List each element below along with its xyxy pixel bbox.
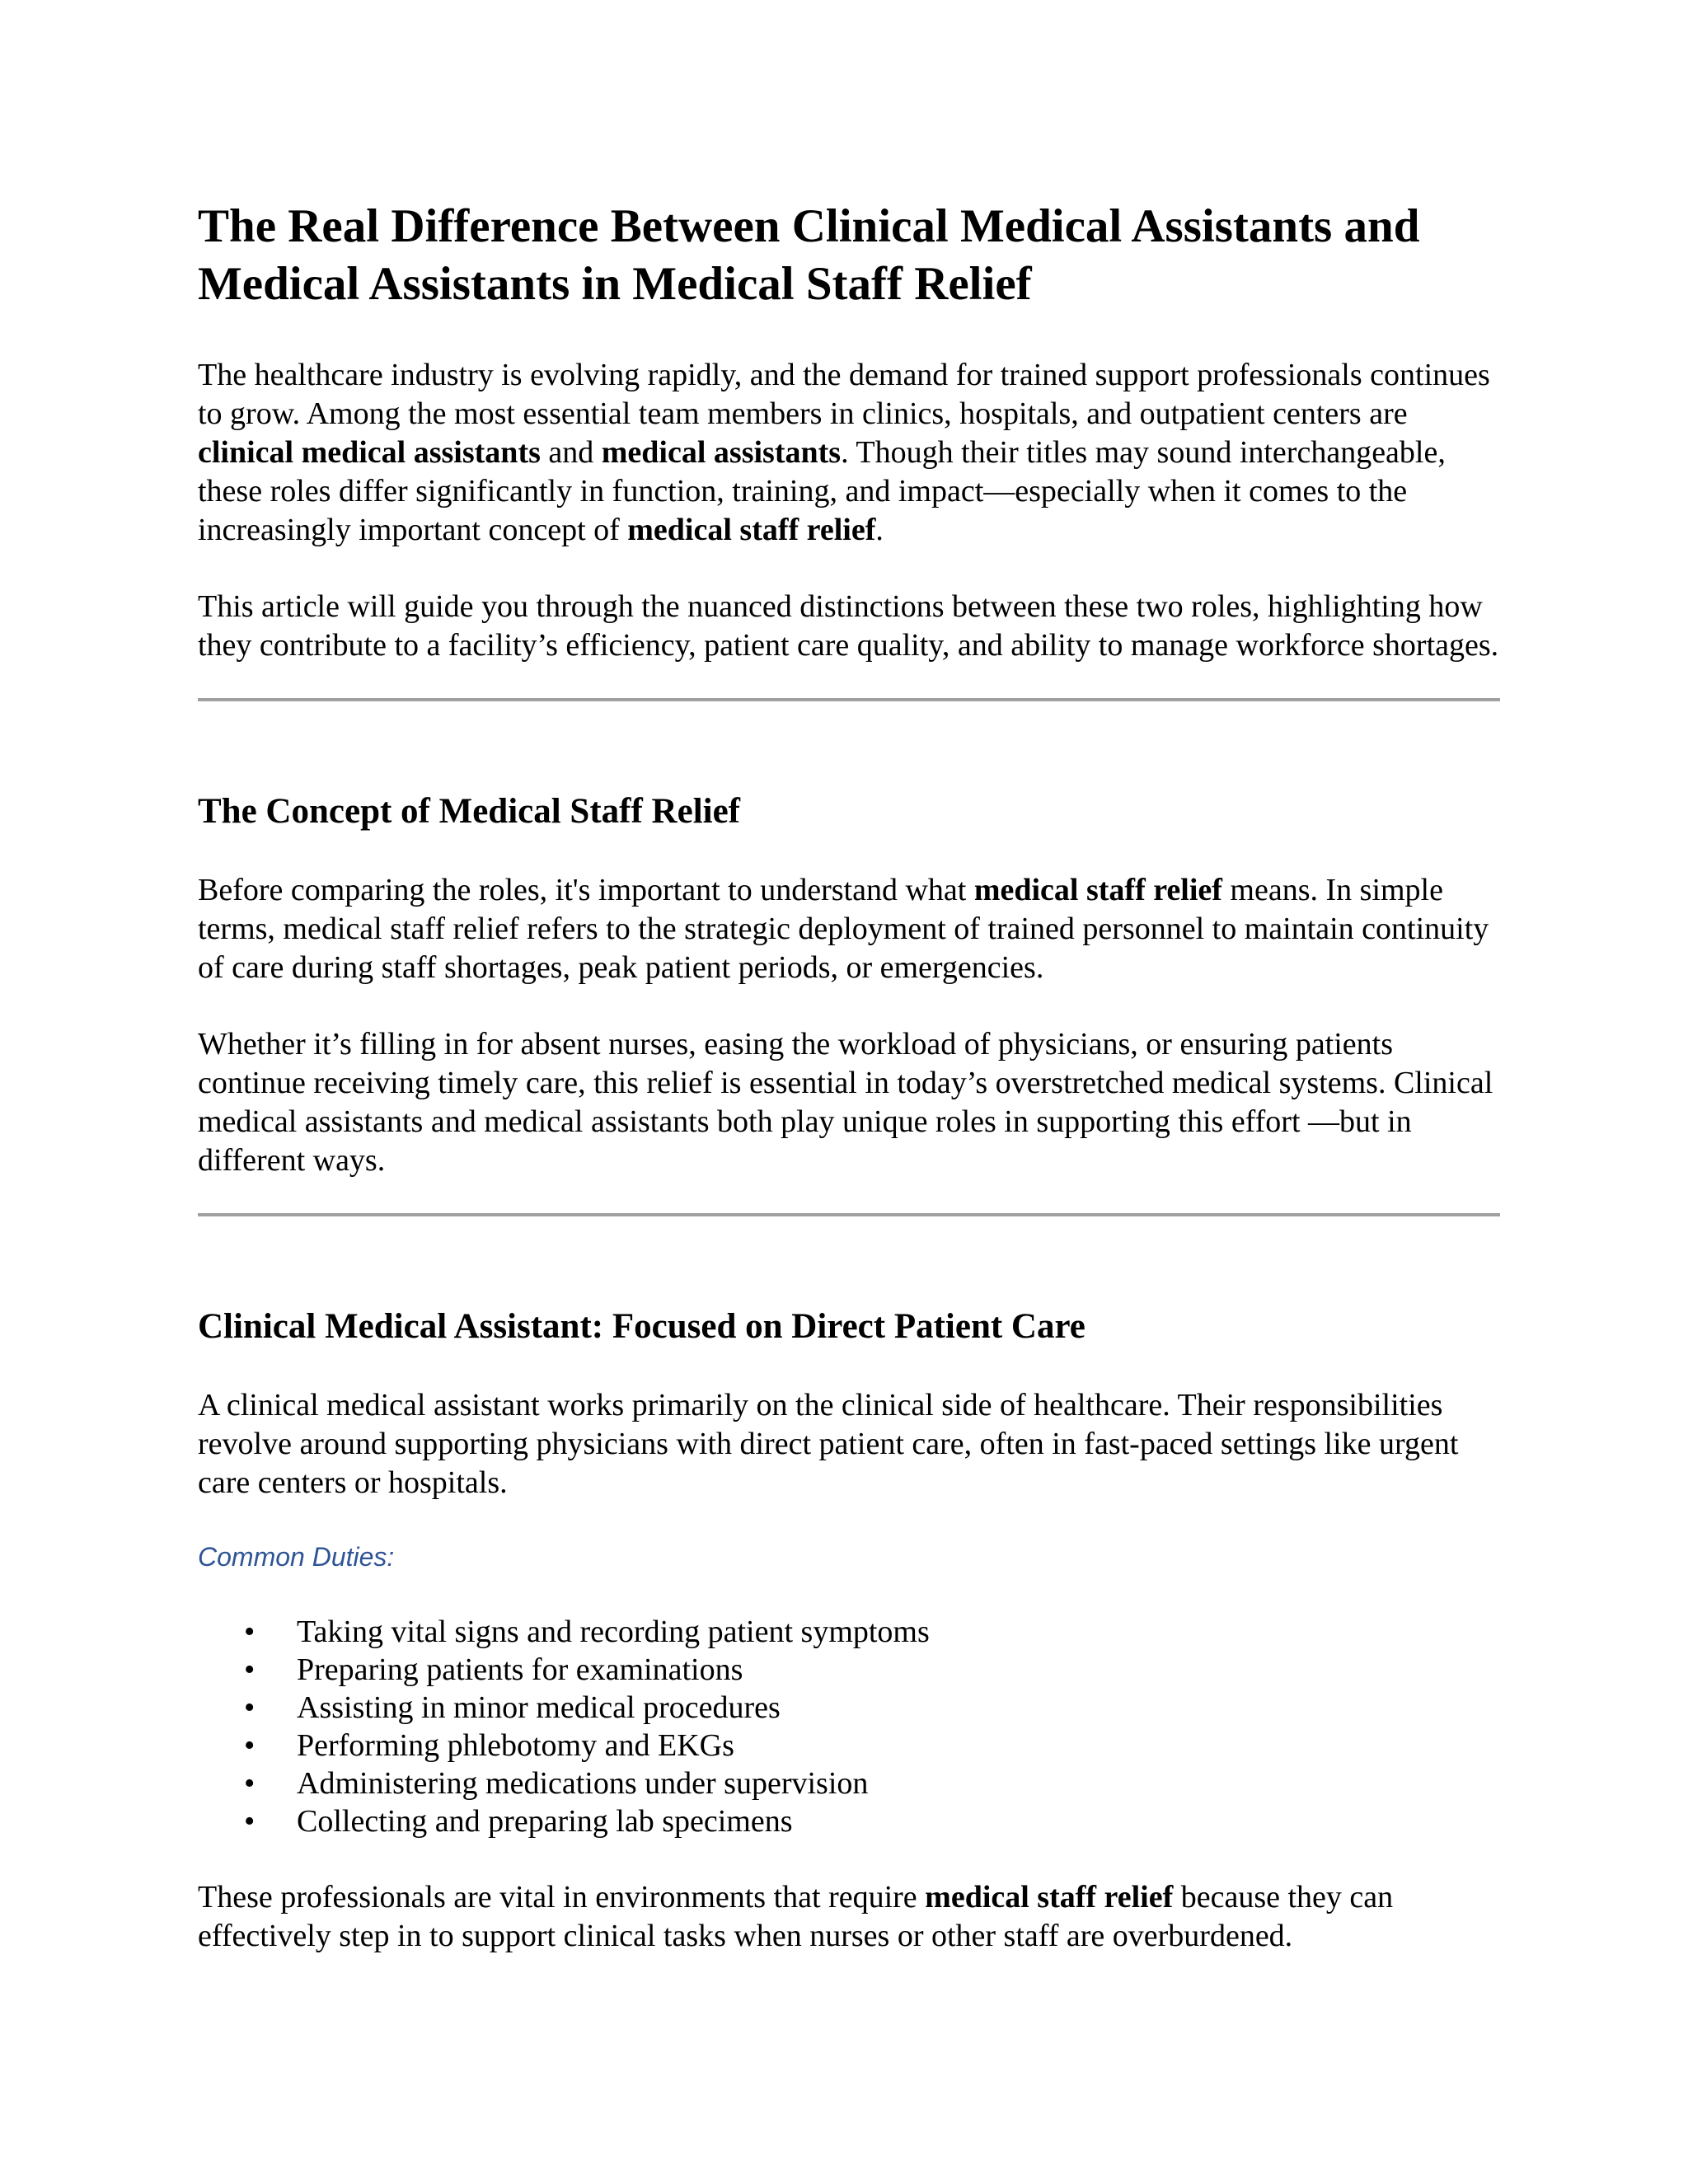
- clinical-ma-paragraph-1: A clinical medical assistant works primarily on the clinical side of healthcare. Their responsibilities revolve around supporting physicians with direct patient care, often in fast-paced settings like urgent care centers or hospitals.: [198, 1388, 1459, 1500]
- bullet-icon: •: [244, 1652, 256, 1687]
- list-item-text: Taking vital signs and recording patient symptoms: [297, 1615, 930, 1649]
- staff-relief-paragraph-1: [198, 871, 1500, 987]
- list-item-text: Assisting in minor medical procedures: [297, 1690, 781, 1725]
- list-item-text: Collecting and preparing lab specimens: [297, 1804, 793, 1839]
- list-item-text: Performing phlebotomy and EKGs: [297, 1728, 734, 1763]
- bullet-icon: •: [244, 1804, 256, 1839]
- text-run: Before comparing the roles, it's important to understand what: [198, 873, 974, 907]
- text-run: because they can effectively step in to support clinical tasks when nurses or other staff are overburdened.: [198, 1880, 1394, 1953]
- list-item: [244, 1765, 1500, 1802]
- text-run: means. In simple terms, medical staff relief refers to the strategic deployment of trained personnel to maintain continuity of care during staff shortages, peak patient periods, or emergencies.: [198, 873, 1489, 985]
- bold-term: medical staff relief: [925, 1880, 1174, 1915]
- section-heading-staff-relief: The Concept of Medical Staff Relief: [198, 792, 740, 831]
- bullet-icon: •: [244, 1690, 256, 1725]
- clinical-ma-paragraph-2: [198, 1878, 1500, 1956]
- section-divider: [198, 698, 1500, 701]
- list-item: [244, 1727, 1500, 1765]
- intro-paragraph-2: This article will guide you through the nuanced distinctions between these two roles, highlighting how they contribute to a facility’s efficiency, patient care quality, and ability to manage workforce shortages.: [198, 589, 1499, 663]
- bold-term: medical staff relief: [973, 873, 1222, 907]
- staff-relief-paragraph-2: Whether it’s filling in for absent nurses, easing the workload of physicians, or ensuring patients continue receiving timely care, this relief is essential in today’s overstretched medical systems. Clinical medical assistants and medical assistants both play unique roles in supporting this effort —but in different ways.: [198, 1027, 1493, 1178]
- text-run: . Though their titles may sound interchangeable, these roles differ significantly in function, training, and impact—especially when it comes to the increasingly important concept of: [198, 435, 1446, 547]
- list-item-text: Administering medications under supervision: [297, 1766, 869, 1801]
- list-item: [244, 1802, 1500, 1840]
- bold-term: medical assistants: [601, 435, 842, 470]
- list-item-text: Preparing patients for examinations: [297, 1652, 743, 1687]
- list-item: [244, 1613, 1500, 1651]
- list-item: [244, 1651, 1500, 1689]
- bold-term: medical staff relief: [627, 513, 876, 547]
- duties-list: [198, 1613, 1500, 1840]
- article-title: The Real Difference Between Clinical Medical Assistants and Medical Assistants in Medical Staff Relief: [198, 200, 1420, 310]
- document-page: [198, 198, 1500, 1994]
- section-heading-clinical-ma: Clinical Medical Assistant: Focused on Direct Patient Care: [198, 1307, 1085, 1346]
- text-run: The healthcare industry is evolving rapidly, and the demand for trained support professionals continues to grow. Among the most essential team members in clinics, hospitals, and outpatient centers are: [198, 358, 1490, 431]
- bullet-icon: •: [244, 1615, 256, 1649]
- text-run: .: [875, 513, 884, 547]
- intro-paragraph-1: [198, 356, 1500, 550]
- bullet-icon: •: [244, 1766, 256, 1801]
- bold-term: clinical medical assistants: [198, 435, 541, 470]
- text-run: and: [540, 435, 602, 470]
- bullet-icon: •: [244, 1728, 256, 1763]
- common-duties-subheading: Common Duties:: [198, 1542, 395, 1572]
- section-divider: [198, 1213, 1500, 1216]
- list-item: [244, 1689, 1500, 1727]
- text-run: These professionals are vital in environments that require: [198, 1880, 926, 1915]
